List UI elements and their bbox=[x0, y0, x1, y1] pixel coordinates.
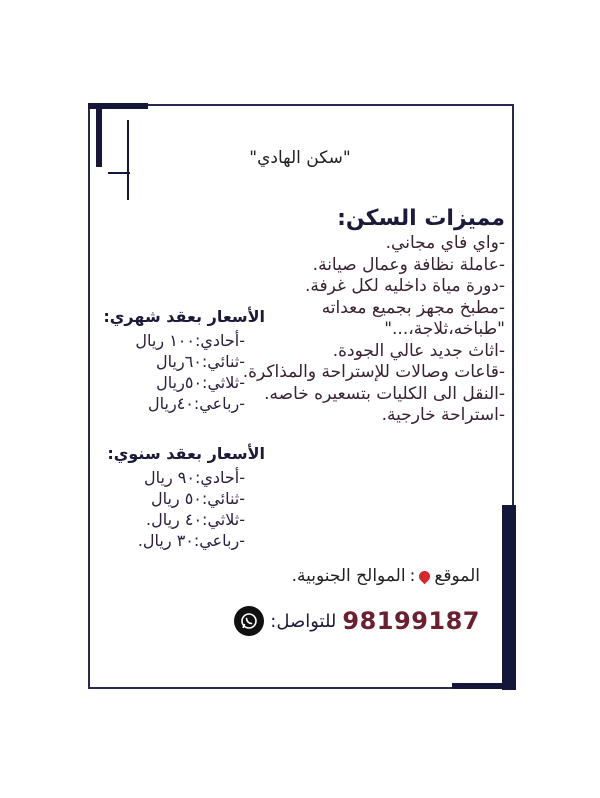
monthly-list bbox=[100, 330, 265, 414]
yearly-list bbox=[100, 467, 265, 551]
monthly-prices bbox=[100, 307, 265, 414]
list-item: -أحادي:١٠٠ ريال bbox=[135, 331, 245, 350]
list-item: -رباعي:٣٠ ريال. bbox=[137, 531, 245, 550]
list-item: -اثاث جديد عالي الجودة. bbox=[332, 340, 505, 361]
features-heading: مميزات السكن: bbox=[337, 206, 505, 231]
features-list bbox=[240, 233, 505, 427]
monthly-heading: الأسعار بعقد شهري: bbox=[103, 307, 265, 326]
top-left-thin-horizontal bbox=[108, 172, 130, 174]
bottom-right-bar-horizontal bbox=[452, 683, 516, 689]
contact-label: للتواصل: bbox=[270, 610, 337, 632]
whatsapp-icon[interactable] bbox=[234, 606, 264, 636]
list-item: -دورة مياة داخليه لكل غرفة. bbox=[305, 276, 505, 296]
location-label: الموقع bbox=[434, 566, 480, 586]
list-item: -ثنائي:٦٠ريال bbox=[156, 352, 245, 371]
location-value: الموالح الجنوبية. bbox=[291, 566, 406, 586]
yearly-prices bbox=[100, 444, 265, 551]
list-item: -أحادي:٩٠ ريال bbox=[144, 468, 245, 487]
list-item: -قاعات وصالات للإستراحة والمذاكرة. bbox=[242, 362, 505, 382]
list-item: -ثلاثي:٤٠ ريال. bbox=[146, 510, 245, 529]
location-pin-icon bbox=[417, 568, 433, 584]
phone-number[interactable]: 98199187 bbox=[342, 607, 480, 635]
location-separator: : bbox=[409, 566, 416, 586]
page-title: "سكن الهادي" bbox=[249, 148, 351, 168]
features-section bbox=[240, 206, 505, 427]
list-item: -النقل الى الكليات بتسعيره خاصه. bbox=[264, 383, 505, 404]
list-item: -مطبخ مجهز بجميع معداته "طباخه،ثلاجة،..." bbox=[321, 297, 505, 339]
location-line bbox=[292, 566, 480, 586]
list-item: -رباعي:٤٠ريال bbox=[148, 394, 245, 413]
list-item: -ثنائي:٥٠ ريال bbox=[150, 489, 245, 508]
list-item: -عاملة نظافة وعمال صيانة. bbox=[312, 254, 505, 275]
bottom-right-bar-vertical bbox=[502, 505, 516, 690]
contact-line bbox=[234, 606, 480, 636]
list-item: -واي فاي مجاني. bbox=[385, 233, 505, 253]
list-item: -ثلاثي:٥٠ريال bbox=[156, 373, 245, 392]
list-item: -استراحة خارجية. bbox=[381, 405, 505, 425]
yearly-heading: الأسعار بعقد سنوي: bbox=[107, 444, 265, 463]
